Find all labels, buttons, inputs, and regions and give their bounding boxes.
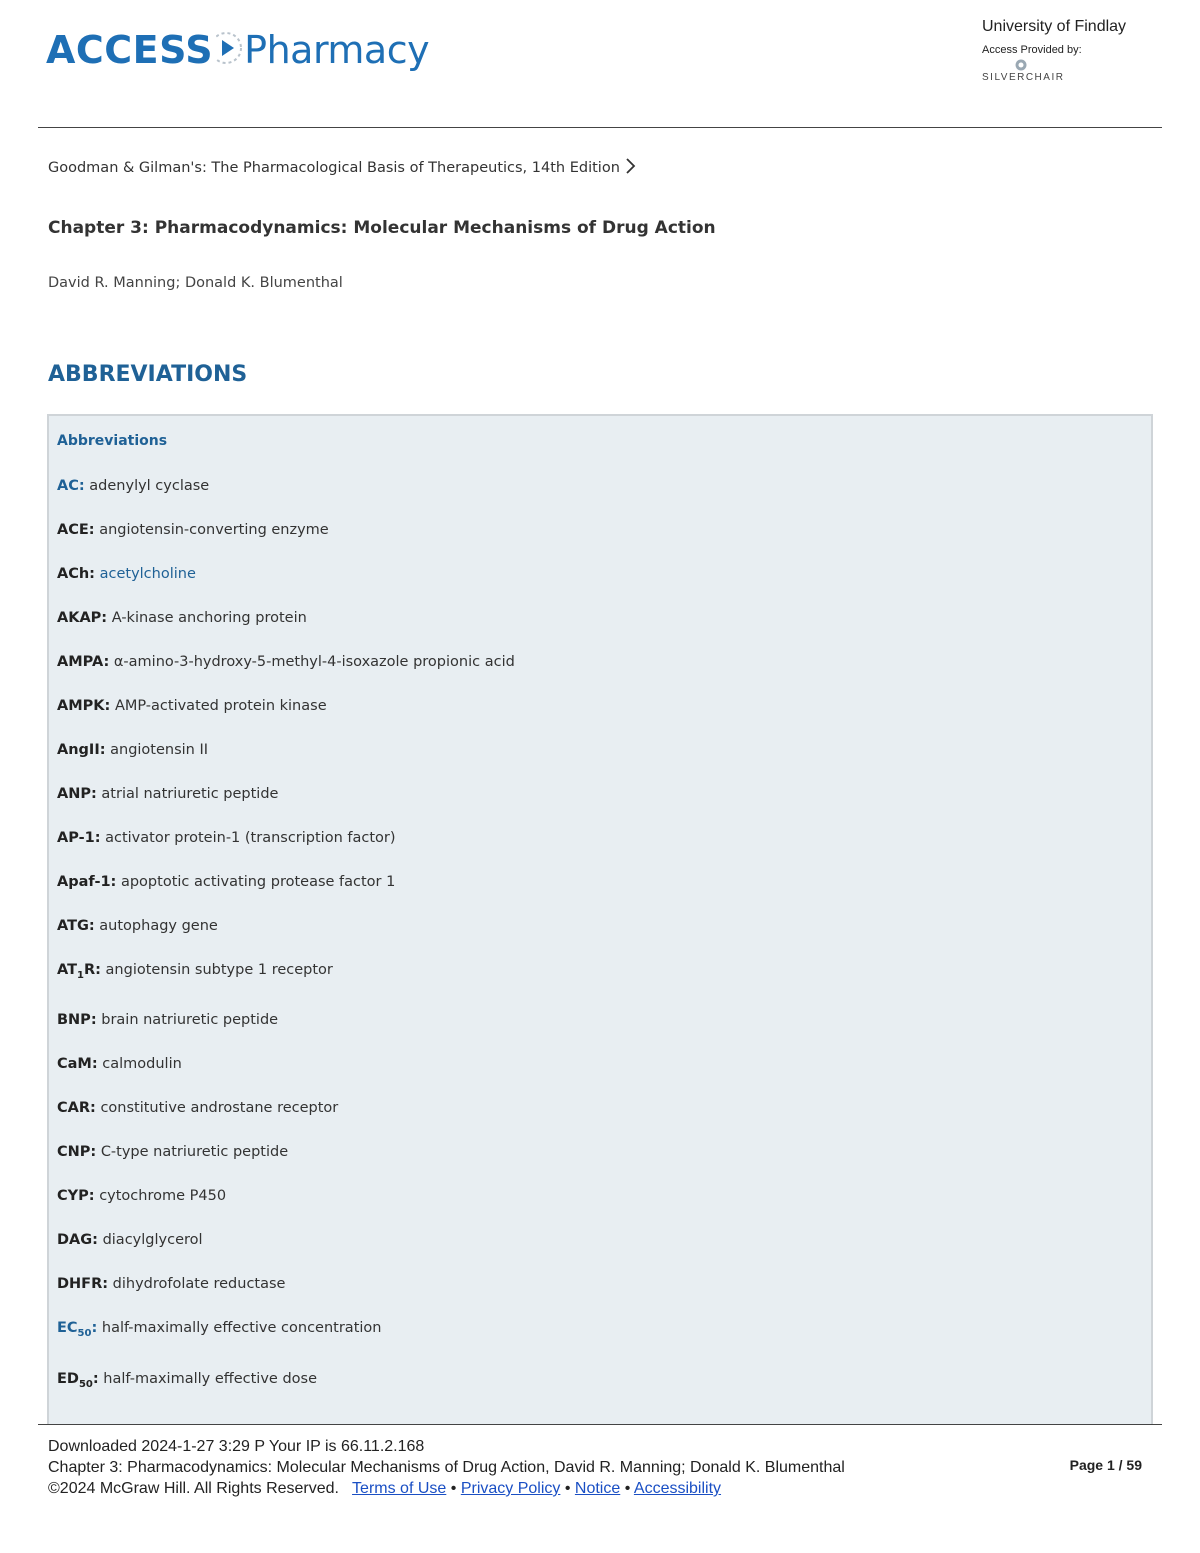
abbreviation-term: ANP: bbox=[57, 786, 97, 802]
abbreviation-definition: α-amino-3-hydroxy-5-methyl-4-isoxazole propionic acid bbox=[113, 654, 515, 670]
abbreviation-item bbox=[57, 610, 307, 626]
abbreviation-item bbox=[57, 830, 396, 846]
abbreviation-term: Apaf-1: bbox=[57, 874, 117, 890]
footer-chapter-line: Chapter 3: Pharmacodynamics: Molecular Mechanisms of Drug Action, David R. Manning; Donald K. Blumenthal bbox=[48, 1459, 845, 1476]
abbreviation-definition: brain natriuretic peptide bbox=[101, 1012, 279, 1028]
abbreviation-definition: diacylglycerol bbox=[102, 1232, 203, 1248]
chapter-title: Chapter 3: Pharmacodynamics: Molecular Mechanisms of Drug Action bbox=[48, 218, 716, 238]
abbreviation-item bbox=[57, 1144, 288, 1160]
abbreviation-term: ACh: bbox=[57, 566, 95, 582]
abbreviation-definition-link[interactable]: acetylcholine bbox=[99, 566, 196, 582]
abbreviations-box-title: Abbreviations bbox=[57, 433, 168, 449]
abbreviation-item bbox=[57, 918, 218, 934]
abbreviation-definition: angiotensin subtype 1 receptor bbox=[105, 962, 333, 978]
silverchair-logo bbox=[982, 58, 1152, 83]
abbreviation-term: AP-1: bbox=[57, 830, 101, 846]
abbreviation-definition: half-maximally effective dose bbox=[103, 1371, 318, 1387]
abbreviation-item bbox=[57, 698, 327, 714]
abbreviation-definition: half-maximally effective concentration bbox=[101, 1320, 382, 1336]
term-main: EC bbox=[57, 1320, 78, 1336]
abbreviation-term: BNP: bbox=[57, 1012, 97, 1028]
logo-pharmacy-text: Pharmacy bbox=[244, 28, 430, 72]
abbreviation-item bbox=[57, 1056, 182, 1072]
logo-access-text: ACCESS bbox=[46, 28, 214, 72]
term-main: ED bbox=[57, 1371, 79, 1387]
abbreviation-definition: angiotensin II bbox=[110, 742, 209, 758]
abbreviation-item bbox=[57, 786, 278, 802]
abbreviation-item bbox=[57, 1232, 203, 1248]
term-subscript: 50 bbox=[78, 1379, 93, 1390]
term-main: AT bbox=[57, 962, 77, 978]
abbreviation-term: CAR: bbox=[57, 1100, 96, 1116]
abbreviation-term: AMPA: bbox=[57, 654, 110, 670]
accessibility-link[interactable]: Accessibility bbox=[633, 1480, 722, 1497]
abbreviation-term: CYP: bbox=[57, 1188, 95, 1204]
abbreviation-item bbox=[57, 1100, 338, 1116]
term-tail: : bbox=[92, 1371, 99, 1387]
abbreviation-definition: cytochrome P450 bbox=[99, 1188, 227, 1204]
abbreviation-term: CaM: bbox=[57, 1056, 98, 1072]
logo-arrow-icon bbox=[216, 25, 242, 75]
abbreviations-box bbox=[47, 414, 1153, 1425]
abbreviation-term-link[interactable] bbox=[57, 1320, 98, 1339]
section-heading: ABBREVIATIONS bbox=[48, 362, 248, 387]
abbreviation-definition: adenylyl cyclase bbox=[89, 478, 210, 494]
abbreviation-definition: atrial natriuretic peptide bbox=[101, 786, 279, 802]
abbreviation-item bbox=[57, 874, 395, 890]
abbreviation-definition: C-type natriuretic peptide bbox=[100, 1144, 289, 1160]
abbreviation-term[interactable]: AC: bbox=[57, 478, 85, 494]
footer-downloaded: Downloaded 2024-1-27 3:29 P Your IP is 66.11.2.168 bbox=[48, 1438, 425, 1455]
access-provided-label: Access Provided by: bbox=[982, 44, 1082, 56]
authors: David R. Manning; Donald K. Blumenthal bbox=[48, 275, 343, 291]
abbreviation-item bbox=[57, 1188, 226, 1204]
breadcrumb[interactable] bbox=[48, 158, 636, 178]
page-number: Page 1 / 59 bbox=[1069, 1457, 1142, 1473]
abbreviation-item bbox=[57, 1276, 285, 1292]
abbreviation-item bbox=[57, 1320, 381, 1339]
abbreviation-term bbox=[57, 962, 101, 981]
footer-separator: • bbox=[564, 1480, 571, 1497]
abbreviation-definition: autophagy gene bbox=[99, 918, 218, 934]
abbreviation-item bbox=[57, 654, 515, 670]
footer-copyright: ©2024 McGraw Hill. All Rights Reserved. bbox=[48, 1480, 339, 1497]
footer-text-block bbox=[48, 1436, 845, 1499]
abbreviation-definition: A-kinase anchoring protein bbox=[111, 610, 307, 626]
abbreviation-definition: constitutive androstane receptor bbox=[100, 1100, 339, 1116]
abbreviation-definition: AMP-activated protein kinase bbox=[114, 698, 327, 714]
footer-separator: • bbox=[624, 1480, 631, 1497]
privacy-policy-link[interactable]: Privacy Policy bbox=[460, 1480, 561, 1497]
breadcrumb-book-title[interactable]: Goodman & Gilman's: The Pharmacological Basis of Therapeutics, 14th Edition bbox=[48, 160, 620, 176]
abbreviation-item bbox=[57, 478, 209, 494]
accesspharmacy-logo[interactable] bbox=[46, 22, 429, 78]
abbreviation-definition: dihydrofolate reductase bbox=[112, 1276, 286, 1292]
term-subscript: 1 bbox=[77, 970, 84, 981]
abbreviation-term: AMPK: bbox=[57, 698, 111, 714]
chevron-right-icon bbox=[624, 158, 636, 178]
institution-name: University of Findlay bbox=[982, 18, 1127, 35]
term-tail: R: bbox=[83, 962, 101, 978]
abbreviation-item bbox=[57, 742, 208, 758]
page-footer bbox=[38, 1424, 1162, 1497]
silverchair-logo-text: SILVERCHAIR bbox=[982, 72, 1065, 83]
abbreviation-item bbox=[57, 522, 329, 538]
abbreviation-term: AngII: bbox=[57, 742, 106, 758]
footer-copyright-line bbox=[48, 1478, 845, 1499]
abbreviation-term: ACE: bbox=[57, 522, 95, 538]
term-subscript: 50 bbox=[77, 1328, 92, 1339]
abbreviation-term: AKAP: bbox=[57, 610, 108, 626]
abbreviation-term: DAG: bbox=[57, 1232, 98, 1248]
abbreviation-term: DHFR: bbox=[57, 1276, 109, 1292]
abbreviation-term: CNP: bbox=[57, 1144, 97, 1160]
abbreviation-definition: apoptotic activating protease factor 1 bbox=[120, 874, 396, 890]
terms-of-use-link[interactable]: Terms of Use bbox=[352, 1480, 447, 1497]
footer-separator: • bbox=[450, 1480, 457, 1497]
abbreviation-item bbox=[57, 1012, 278, 1028]
abbreviation-definition: activator protein-1 (transcription factor) bbox=[105, 830, 396, 846]
term-tail: : bbox=[91, 1320, 98, 1336]
abbreviation-term: ATG: bbox=[57, 918, 95, 934]
notice-link[interactable]: Notice bbox=[574, 1480, 621, 1497]
abbreviation-term bbox=[57, 1371, 99, 1390]
abbreviation-item bbox=[57, 1371, 317, 1390]
page-header bbox=[38, 0, 1162, 128]
abbreviation-definition: angiotensin-converting enzyme bbox=[99, 522, 329, 538]
abbreviation-item bbox=[57, 566, 196, 582]
institution-block bbox=[982, 18, 1152, 83]
abbreviation-definition: calmodulin bbox=[102, 1056, 182, 1072]
abbreviation-item bbox=[57, 962, 333, 981]
